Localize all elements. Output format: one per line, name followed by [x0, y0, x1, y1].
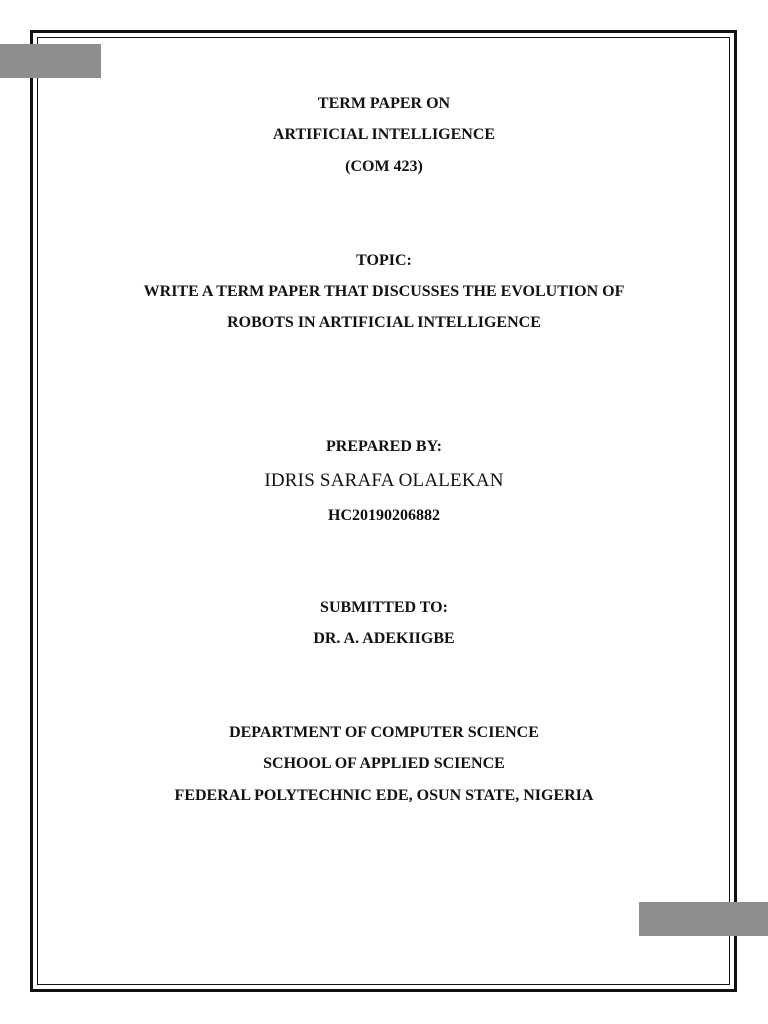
gray-tab-left: [0, 44, 101, 78]
topic-line-2: ROBOTS IN ARTIFICIAL INTELLIGENCE: [227, 314, 541, 331]
author-name: IDRIS SARAFA OLALEKAN: [264, 470, 504, 491]
lecturer-name: DR. A. ADEKIIGBE: [313, 630, 455, 647]
submitted-to-label: SUBMITTED TO:: [320, 599, 448, 616]
department-name: DEPARTMENT OF COMPUTER SCIENCE: [229, 724, 539, 741]
topic-line-1: WRITE A TERM PAPER THAT DISCUSSES THE EVOLUTION OF: [143, 283, 625, 300]
institution-name: FEDERAL POLYTECHNIC EDE, OSUN STATE, NIGERIA: [174, 787, 594, 804]
heading-course-code: (COM 423): [345, 158, 423, 175]
heading-term-paper: TERM PAPER ON: [317, 95, 451, 112]
author-id: HC20190206882: [328, 507, 440, 524]
school-name: SCHOOL OF APPLIED SCIENCE: [263, 755, 505, 772]
topic-label: TOPIC:: [356, 252, 412, 269]
prepared-by-label: PREPARED BY:: [325, 438, 442, 455]
heading-course-title: ARTIFICIAL INTELLIGENCE: [272, 126, 496, 143]
gray-tab-right: [639, 902, 768, 936]
